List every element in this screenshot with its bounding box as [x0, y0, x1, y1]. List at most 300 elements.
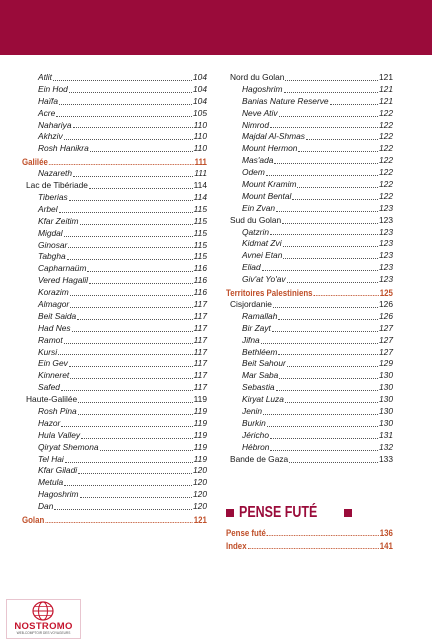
- toc-entry-label: Kiryat Luza: [242, 394, 284, 405]
- toc-entry: [22, 192, 207, 204]
- toc-entry-page: 122: [379, 167, 393, 178]
- toc-entry-label: Rosh Pina: [38, 406, 77, 417]
- toc-entry-page: 119: [193, 394, 207, 405]
- dot-leader: [267, 426, 378, 427]
- toc-entry-page: 119: [193, 406, 207, 417]
- dot-leader: [270, 438, 378, 439]
- toc-entry: [226, 167, 393, 179]
- toc-entry-label: Jifna: [242, 334, 260, 345]
- toc-entry-page: 122: [379, 179, 393, 189]
- toc-entry-label: Bande de Gaza: [230, 453, 289, 464]
- toc-entry-label: Nimrod: [242, 119, 269, 130]
- toc-entry-page: 110: [193, 131, 207, 142]
- toc-left-column: [22, 72, 207, 526]
- toc-entry-page: 127: [379, 346, 393, 357]
- toc-entry-page: 117: [193, 370, 207, 381]
- toc-entry-page: 123: [379, 262, 393, 273]
- toc-entry-label: Ein Hod: [38, 83, 68, 94]
- pense-fute-list: [226, 526, 393, 552]
- toc-entry-label: Bir Zayt: [242, 322, 271, 333]
- dot-leader: [70, 295, 193, 296]
- toc-entry-page: 120: [193, 489, 207, 500]
- toc-entry: [226, 120, 393, 132]
- dot-leader: [247, 548, 379, 549]
- toc-entry-page: 119: [193, 417, 207, 428]
- toc-entry: [226, 394, 393, 406]
- toc-entry: [22, 143, 207, 155]
- toc-entry: [226, 84, 393, 96]
- toc-entry-label: Tel Hai: [38, 453, 64, 464]
- toc-entry-page: 122: [379, 155, 393, 166]
- toc-entry-label: Golan: [22, 514, 45, 526]
- toc-entry-page: 115: [193, 251, 207, 262]
- toc-entry-label: Acre: [38, 107, 56, 118]
- dot-leader: [72, 331, 193, 332]
- toc-entry-page: 117: [193, 382, 207, 393]
- dot-leader: [70, 378, 192, 379]
- toc-entry-page: 119: [193, 441, 207, 452]
- dot-leader: [64, 485, 192, 486]
- toc-entry-label: Mount Kramim: [242, 179, 297, 189]
- toc-entry-page: 110: [193, 119, 207, 130]
- toc-entry-page: 114: [193, 192, 207, 202]
- toc-entry-label: Almagor: [38, 299, 70, 310]
- toc-entry-page: 130: [379, 382, 393, 393]
- toc-entry-label: Ramot: [38, 334, 63, 345]
- toc-entry: [226, 250, 393, 262]
- toc-entry: [22, 358, 207, 370]
- toc-entry-page: 123: [379, 214, 393, 225]
- toc-entry: [22, 240, 207, 252]
- toc-entry-label: Kinneret: [38, 370, 70, 381]
- toc-entry-label: Nazareth: [38, 168, 72, 179]
- dot-leader: [64, 139, 193, 140]
- toc-entry-label: Atlit: [38, 71, 52, 82]
- toc-entry: [22, 477, 207, 489]
- toc-entry: [22, 216, 207, 228]
- toc-entry: [22, 228, 207, 240]
- dot-leader: [306, 139, 378, 140]
- toc-right-column: [226, 72, 393, 466]
- toc-entry-page: 123: [379, 274, 393, 285]
- toc-entry-label: Tabgha: [38, 251, 66, 262]
- toc-entry-label: Kidmat Zvi: [242, 238, 282, 249]
- toc-entry-page: 121: [193, 514, 207, 526]
- dot-leader: [69, 366, 193, 367]
- toc-entry-label: Sebastia: [242, 382, 275, 393]
- toc-entry: [22, 442, 207, 454]
- dot-leader: [287, 366, 378, 367]
- dot-leader: [298, 151, 378, 152]
- toc-entry: [226, 454, 393, 466]
- dot-leader: [61, 426, 192, 427]
- toc-entry: [22, 180, 207, 192]
- toc-entry-label: Majdal Al-Shmas: [242, 131, 305, 142]
- toc-entry-label: Metula: [38, 477, 64, 488]
- toc-entry-label: Qiryat Shemona: [38, 441, 99, 452]
- toc-entry: [226, 442, 393, 454]
- toc-entry: [22, 251, 207, 263]
- toc-entry: [226, 323, 393, 335]
- toc-entry-label: Haute-Galilée: [26, 394, 78, 405]
- toc-entry-label: Bethléem: [242, 346, 278, 357]
- dot-leader: [292, 199, 378, 200]
- dot-leader: [313, 295, 379, 296]
- toc-entry: [226, 96, 393, 108]
- dot-leader: [285, 402, 378, 403]
- toc-entry: [226, 143, 393, 155]
- dot-leader: [80, 224, 193, 225]
- dot-leader: [278, 354, 378, 355]
- toc-entry-label: Hébron: [242, 441, 270, 452]
- toc-entry-page: 123: [379, 250, 393, 261]
- toc-entry-label: Ramallah: [242, 310, 278, 321]
- toc-entry-page: 117: [193, 346, 207, 357]
- toc-entry-label: Dan: [38, 501, 54, 512]
- toc-entry-page: 121: [379, 95, 393, 106]
- toc-entry-page: 129: [379, 358, 393, 369]
- toc-entry-label: Sud du Golan: [230, 214, 282, 225]
- toc-entry-label: Hagoshrim: [242, 83, 283, 94]
- toc-entry-page: 141: [379, 540, 393, 551]
- dot-leader: [272, 331, 378, 332]
- toc-entry-label: Nord du Golan: [230, 71, 285, 82]
- dot-leader: [64, 343, 193, 344]
- toc-entry-page: 119: [193, 429, 207, 440]
- dot-leader: [68, 247, 192, 248]
- toc-entry-label: Mas'ada: [242, 155, 274, 166]
- dot-leader: [67, 259, 193, 260]
- toc-entry-label: Beit Sahour: [242, 358, 286, 369]
- toc-entry: [22, 108, 207, 120]
- toc-section-heading: [226, 286, 393, 299]
- pense-fute-heading-text: PENSE FUTÉ: [239, 504, 318, 521]
- toc-entry-label: Tiberias: [38, 192, 68, 202]
- toc-entry-page: 116: [193, 275, 207, 286]
- toc-entry-label: Capharnaüm: [38, 263, 87, 274]
- toc-entry: [226, 191, 393, 203]
- toc-entry: [226, 430, 393, 442]
- dot-leader: [261, 343, 378, 344]
- toc-entry-label: Burkin: [242, 417, 266, 428]
- toc-entry-page: 122: [379, 143, 393, 154]
- toc-entry-page: 136: [379, 527, 393, 538]
- dot-leader: [90, 151, 193, 152]
- dot-leader: [65, 462, 193, 463]
- dot-leader: [279, 378, 378, 379]
- toc-entry-label: Mar Saba: [242, 370, 279, 381]
- toc-entry-label: Ein Gev: [38, 358, 68, 369]
- dot-leader: [87, 271, 192, 272]
- toc-entry-page: 126: [379, 310, 393, 321]
- dot-leader: [59, 104, 192, 105]
- toc-entry: [226, 215, 393, 227]
- toc-entry-label: Eliad: [242, 262, 261, 273]
- dot-leader: [77, 319, 192, 320]
- logo-name: NOSTROMO: [14, 621, 73, 632]
- toc-entry-page: 133: [379, 453, 393, 464]
- toc-entry-label: Arbel: [38, 203, 58, 214]
- dot-leader: [45, 522, 193, 523]
- toc-entry: [22, 394, 207, 406]
- toc-entry: [22, 489, 207, 501]
- toc-entry: [22, 299, 207, 311]
- toc-entry: [22, 323, 207, 335]
- toc-entry-page: 115: [193, 203, 207, 214]
- toc-entry-label: Pense futé: [226, 527, 266, 538]
- toc-entry: [226, 347, 393, 359]
- toc-entry: [22, 406, 207, 418]
- dot-leader: [70, 307, 192, 308]
- toc-entry-page: 122: [379, 131, 393, 142]
- dot-leader: [73, 127, 193, 128]
- toc-entry-page: 131: [379, 429, 393, 440]
- toc-entry: [22, 347, 207, 359]
- toc-entry-label: Vered Hagalil: [38, 275, 88, 286]
- toc-entry: [22, 120, 207, 132]
- toc-entry-page: 120: [193, 477, 207, 488]
- toc-section-heading: [226, 526, 393, 539]
- dot-leader: [278, 319, 378, 320]
- toc-entry-page: 117: [193, 310, 207, 321]
- dot-leader: [64, 236, 193, 237]
- square-bullet-icon: [344, 509, 352, 517]
- toc-entry-page: 105: [193, 107, 207, 118]
- toc-entry-page: 110: [193, 143, 207, 154]
- dot-leader: [270, 234, 378, 235]
- toc-entry-page: 104: [193, 83, 207, 94]
- pense-fute-heading: [226, 504, 396, 522]
- toc-entry: [22, 418, 207, 430]
- toc-entry-page: 117: [193, 322, 207, 333]
- toc-entry-label: Index: [226, 540, 247, 551]
- dot-leader: [270, 127, 378, 128]
- toc-entry-label: Haïfa: [38, 95, 59, 106]
- toc-entry: [22, 275, 207, 287]
- toc-entry: [22, 168, 207, 180]
- toc-entry-label: Safed: [38, 382, 60, 393]
- toc-entry: [22, 263, 207, 275]
- toc-entry-page: 132: [379, 441, 393, 452]
- toc-entry-label: Hula Valley: [38, 429, 81, 440]
- dot-leader: [78, 473, 192, 474]
- toc-entry: [22, 96, 207, 108]
- dot-leader: [285, 80, 378, 81]
- toc-entry-page: 130: [379, 370, 393, 381]
- logo-tagline: WEB-COMPTOIR DES VOYAGEURS: [16, 631, 71, 635]
- dot-leader: [69, 200, 193, 201]
- toc-entry: [226, 262, 393, 274]
- toc-entry-label: Beit Saida: [38, 310, 77, 321]
- toc-entry-label: Migdal: [38, 227, 63, 238]
- dot-leader: [283, 258, 378, 259]
- dot-leader: [53, 80, 192, 81]
- dot-leader: [276, 211, 378, 212]
- toc-entry-page: 120: [193, 465, 207, 476]
- toc-entry-label: Ginosar: [38, 239, 68, 250]
- square-bullet-icon: [226, 509, 234, 517]
- toc-entry-page: 122: [379, 190, 393, 201]
- toc-entry: [22, 131, 207, 143]
- dot-leader: [78, 402, 192, 403]
- dot-leader: [284, 92, 379, 93]
- dot-leader: [287, 282, 378, 283]
- toc-entry: [226, 227, 393, 239]
- dot-leader: [273, 307, 378, 308]
- toc-entry-label: Jenin: [242, 406, 263, 417]
- dot-leader: [89, 283, 193, 284]
- toc-entry: [226, 358, 393, 370]
- toc-entry-page: 126: [379, 299, 393, 310]
- toc-entry-label: Akhziv: [38, 131, 63, 142]
- toc-entry-page: 119: [193, 453, 207, 464]
- dot-leader: [274, 163, 378, 164]
- globe-icon: [31, 601, 55, 621]
- toc-entry: [22, 287, 207, 299]
- toc-entry: [226, 299, 393, 311]
- toc-entry: [226, 108, 393, 120]
- toc-entry-page: 122: [379, 107, 393, 118]
- toc-entry: [22, 335, 207, 347]
- toc-entry-page: 117: [193, 358, 207, 369]
- toc-entry: [22, 430, 207, 442]
- toc-entry: [226, 335, 393, 347]
- dot-leader: [283, 246, 378, 247]
- toc-section-heading: [22, 155, 207, 168]
- toc-entry-label: Avnei Etan: [242, 250, 283, 261]
- dot-leader: [61, 390, 193, 391]
- dot-leader: [54, 509, 192, 510]
- toc-entry-label: Jéricho: [242, 429, 269, 440]
- toc-entry-label: Had Nes: [38, 322, 71, 333]
- toc-entry-page: 115: [193, 215, 207, 226]
- toc-entry-page: 127: [379, 322, 393, 333]
- dot-leader: [267, 535, 379, 536]
- toc-entry: [226, 406, 393, 418]
- dot-leader: [330, 104, 378, 105]
- toc-entry-label: Kfar Giladi: [38, 465, 78, 476]
- toc-entry-page: 117: [193, 299, 207, 310]
- toc-entry-label: Neve Ativ: [242, 107, 278, 118]
- toc-entry: [226, 238, 393, 250]
- toc-entry-page: 114: [193, 180, 207, 191]
- toc-entry-page: 115: [193, 239, 207, 250]
- toc-entry-label: Galilée: [22, 156, 48, 168]
- toc-entry-label: Qatzrin: [242, 226, 269, 237]
- toc-entry-label: Kfar Zeitim: [38, 215, 79, 226]
- dot-leader: [56, 116, 192, 117]
- dot-leader: [270, 450, 378, 451]
- toc-entry-page: 115: [193, 227, 207, 238]
- dot-leader: [81, 438, 193, 439]
- toc-entry-label: Mount Bental: [242, 190, 292, 201]
- toc-entry: [226, 155, 393, 167]
- toc-entry-page: 125: [379, 287, 393, 299]
- dot-leader: [100, 450, 193, 451]
- toc-entry-page: 116: [193, 263, 207, 274]
- toc-entry-label: Territoires Palestiniens: [226, 287, 313, 299]
- toc-entry-page: 130: [379, 394, 393, 405]
- dot-leader: [80, 497, 193, 498]
- dot-leader: [69, 92, 192, 93]
- toc-entry-page: 123: [379, 202, 393, 213]
- toc-entry-label: Giv'at Yo'av: [242, 274, 286, 285]
- toc-entry-page: 120: [193, 501, 207, 512]
- toc-entry: [22, 72, 207, 84]
- toc-entry: [226, 370, 393, 382]
- dot-leader: [49, 164, 194, 165]
- toc-entry-label: Odem: [242, 167, 265, 178]
- toc-entry-label: Hazor: [38, 417, 61, 428]
- toc-entry: [22, 370, 207, 382]
- toc-entry: [22, 466, 207, 478]
- toc-entry-label: Rosh Hanikra: [38, 143, 89, 154]
- toc-entry: [22, 204, 207, 216]
- dot-leader: [262, 270, 378, 271]
- toc-entry-label: Lac de Tibériade: [26, 180, 88, 191]
- toc-entry-label: Hagoshrim: [38, 489, 79, 500]
- toc-entry: [226, 203, 393, 215]
- toc-entry: [22, 311, 207, 323]
- toc-entry: [226, 274, 393, 286]
- dot-leader: [73, 176, 193, 177]
- dot-leader: [266, 175, 378, 176]
- toc-entry-page: 116: [193, 287, 207, 298]
- toc-entry: [226, 72, 393, 84]
- toc-entry: [226, 131, 393, 143]
- toc-entry-page: 122: [379, 119, 393, 130]
- dot-leader: [282, 223, 378, 224]
- toc-entry: [226, 382, 393, 394]
- toc-section-heading: [22, 513, 207, 526]
- toc-entry-page: 123: [379, 238, 393, 249]
- dot-leader: [263, 414, 378, 415]
- toc-entry-label: Banias Nature Reserve: [242, 95, 329, 106]
- toc-entry: [22, 84, 207, 96]
- dot-leader: [89, 188, 193, 189]
- toc-entry-page: 130: [379, 417, 393, 428]
- dot-leader: [58, 354, 193, 355]
- toc-entry: [22, 454, 207, 466]
- toc-entry-label: Kursi: [38, 346, 58, 357]
- toc-entry: [22, 382, 207, 394]
- nostromo-logo: [6, 599, 81, 639]
- toc-entry-label: Cisjordanie: [230, 299, 272, 310]
- dot-leader: [59, 212, 193, 213]
- toc-entry-page: 130: [379, 406, 393, 417]
- toc-entry-page: 121: [379, 83, 393, 94]
- toc-section-heading: [226, 539, 393, 552]
- toc-entry: [226, 311, 393, 323]
- toc-entry-page: 111: [194, 156, 207, 168]
- toc-entry-page: 123: [379, 226, 393, 237]
- toc-entry: [226, 179, 393, 191]
- toc-entry-label: Ein Zvan: [242, 202, 276, 213]
- toc-entry-label: Mount Hermon: [242, 143, 298, 154]
- toc-entry-page: 111: [194, 168, 207, 179]
- toc-entry-label: Nahariya: [38, 119, 72, 130]
- toc-entry-page: 104: [193, 95, 207, 106]
- toc-entry-page: 117: [193, 334, 207, 345]
- toc-entry-page: 121: [379, 71, 393, 82]
- dot-leader: [276, 390, 378, 391]
- toc-entry-label: Korazim: [38, 287, 69, 298]
- dot-leader: [78, 414, 193, 415]
- toc-entry: [22, 501, 207, 513]
- toc-entry-page: 127: [379, 334, 393, 345]
- header-band: [0, 0, 432, 55]
- toc-entry-page: 104: [193, 71, 207, 82]
